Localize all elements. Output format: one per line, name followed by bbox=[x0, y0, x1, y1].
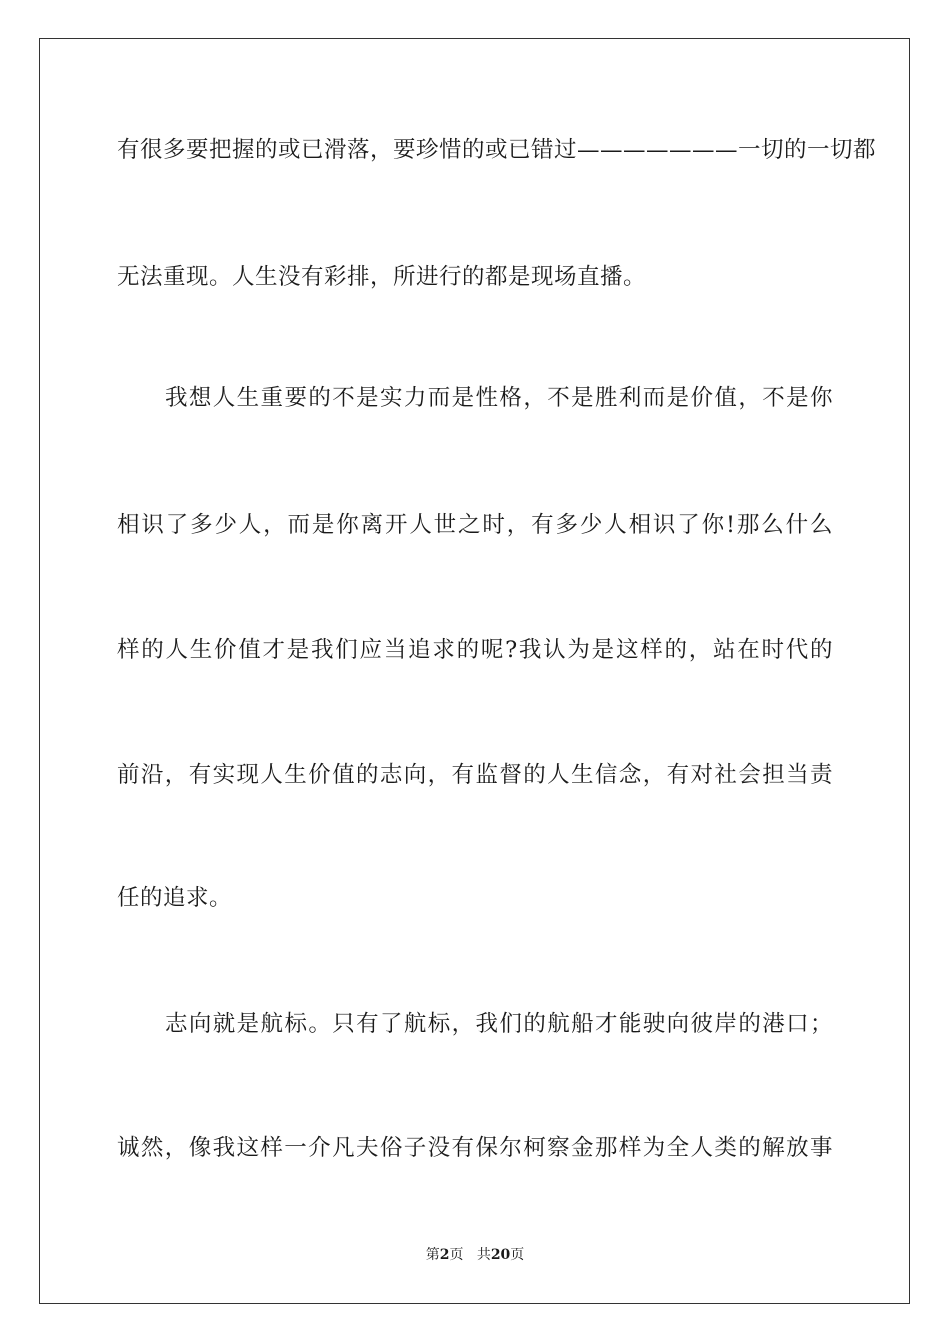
paragraph-line-9: 诚然，像我这样一介凡夫俗子没有保尔柯察金那样为全人类的解放事 bbox=[117, 1135, 833, 1161]
paragraph-line-4: 相识了多少人，而是你离开人世之时，有多少人相识了你!那么什么 bbox=[117, 512, 833, 538]
paragraph-line-2: 无法重现。人生没有彩排，所进行的都是现场直播。 bbox=[117, 264, 647, 290]
footer-page-prefix: 第 bbox=[425, 1247, 440, 1263]
paragraph-line-8: 志向就是航标。只有了航标，我们的航船才能驶向彼岸的港口； bbox=[165, 1011, 833, 1037]
paragraph-line-5: 样的人生价值才是我们应当追求的呢?我认为是这样的，站在时代的 bbox=[117, 637, 833, 663]
footer-total-number: 20 bbox=[490, 1247, 511, 1263]
footer-page-suffix: 页 bbox=[449, 1247, 464, 1263]
footer-page-number: 2 bbox=[439, 1247, 450, 1263]
paragraph-line-3: 我想人生重要的不是实力而是性格，不是胜利而是价值，不是你 bbox=[165, 385, 833, 411]
paragraph-line-7: 任的追求。 bbox=[117, 885, 233, 911]
page-footer bbox=[0, 1245, 950, 1265]
page-border bbox=[39, 38, 910, 1304]
paragraph-line-6: 前沿，有实现人生价值的志向，有监督的人生信念，有对社会担当责 bbox=[117, 762, 833, 788]
footer-total-prefix: 共 bbox=[476, 1247, 491, 1263]
paragraph-line-1: 有很多要把握的或已滑落，要珍惜的或已错过———————一切的一切都 bbox=[117, 137, 877, 163]
footer-total-suffix: 页 bbox=[510, 1247, 525, 1263]
